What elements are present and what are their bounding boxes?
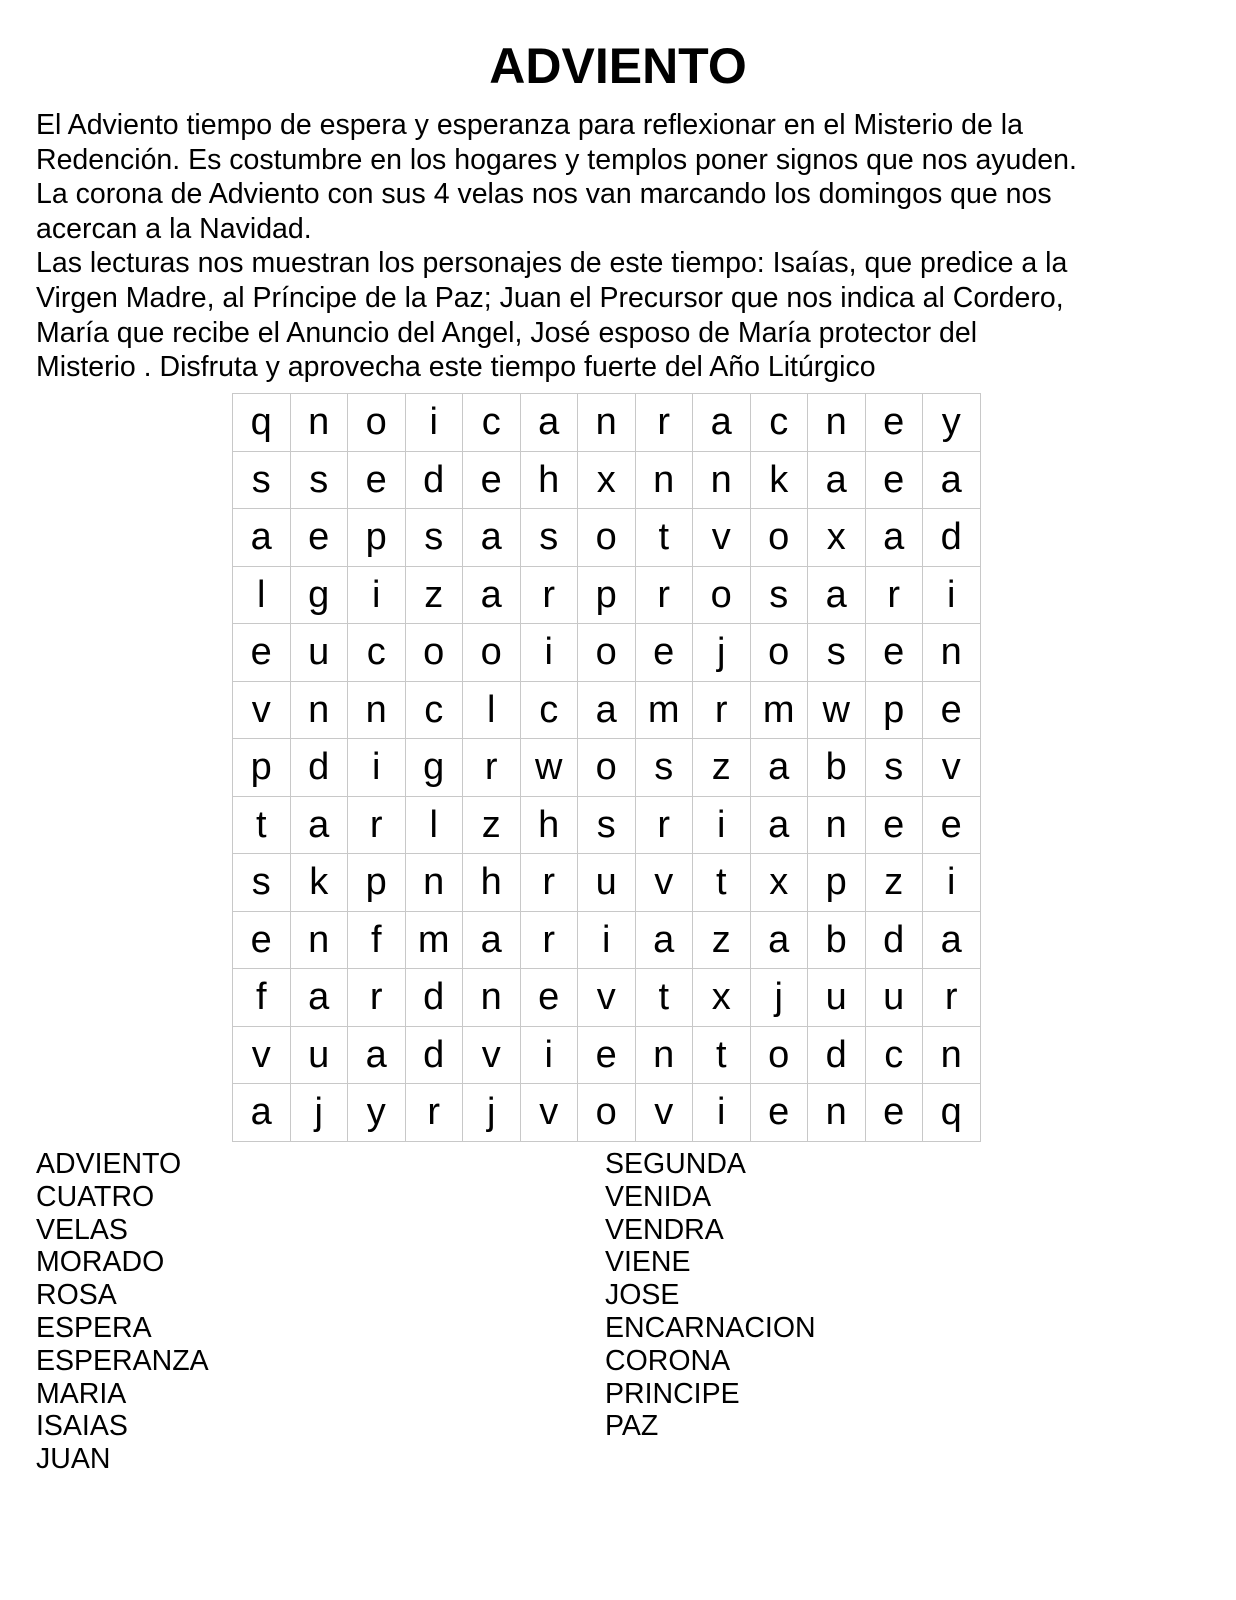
grid-cell[interactable]: d — [290, 739, 348, 797]
grid-cell[interactable]: a — [463, 911, 521, 969]
grid-cell[interactable]: s — [290, 451, 348, 509]
word-list-item: SEGUNDA — [605, 1148, 746, 1180]
grid-row — [233, 394, 981, 452]
intro-line: Las lecturas nos muestran los personajes de este tiempo: Isaías, que predice a la — [36, 247, 1068, 280]
grid-cell[interactable]: v — [520, 1084, 578, 1142]
grid-row — [233, 1084, 981, 1142]
grid-cell[interactable]: e — [865, 796, 923, 854]
word-list-item: VELAS — [36, 1213, 128, 1246]
grid-cell[interactable]: o — [750, 624, 808, 682]
grid-cell[interactable]: a — [290, 796, 348, 854]
grid-cell[interactable]: d — [923, 509, 981, 567]
word-list-item: CORONA — [605, 1344, 731, 1377]
grid-cell[interactable]: v — [578, 969, 636, 1027]
grid-cell[interactable]: s — [578, 796, 636, 854]
grid-cell[interactable]: t — [635, 969, 693, 1027]
word-list-item: ESPERANZA — [36, 1344, 209, 1377]
word-list-item: VENIDA — [605, 1180, 712, 1213]
grid-cell[interactable]: y — [348, 1084, 406, 1142]
grid-cell[interactable]: a — [750, 739, 808, 797]
grid-cell[interactable]: j — [750, 969, 808, 1027]
intro-line: acercan a la Navidad. — [36, 212, 312, 245]
grid-cell[interactable]: p — [233, 739, 291, 797]
grid-cell[interactable]: m — [405, 911, 463, 969]
grid-cell[interactable]: o — [578, 1084, 636, 1142]
grid-cell[interactable]: d — [405, 969, 463, 1027]
grid-row — [233, 854, 981, 912]
grid-cell[interactable]: a — [233, 509, 291, 567]
grid-cell[interactable]: n — [290, 911, 348, 969]
grid-cell[interactable]: u — [290, 624, 348, 682]
grid-cell[interactable]: a — [865, 509, 923, 567]
grid-cell[interactable]: n — [348, 681, 406, 739]
grid-cell[interactable]: p — [865, 681, 923, 739]
grid-cell[interactable]: c — [463, 394, 521, 452]
grid-cell[interactable]: e — [233, 624, 291, 682]
grid-cell[interactable]: n — [923, 624, 981, 682]
grid-cell[interactable]: l — [233, 566, 291, 624]
grid-cell[interactable]: k — [750, 451, 808, 509]
grid-cell[interactable]: j — [693, 624, 751, 682]
grid-cell[interactable]: s — [865, 739, 923, 797]
grid-cell[interactable]: c — [405, 681, 463, 739]
grid-row — [233, 566, 981, 624]
grid-cell[interactable]: r — [348, 969, 406, 1027]
grid-cell[interactable]: a — [348, 1026, 406, 1084]
grid-cell[interactable]: h — [520, 451, 578, 509]
word-list-item: MARIA — [36, 1377, 127, 1410]
grid-cell[interactable]: a — [463, 509, 521, 567]
grid-cell[interactable]: a — [808, 566, 866, 624]
grid-cell[interactable]: a — [923, 911, 981, 969]
grid-cell[interactable]: m — [750, 681, 808, 739]
grid-cell[interactable]: w — [808, 681, 866, 739]
grid-cell[interactable]: t — [635, 509, 693, 567]
grid-cell[interactable]: i — [578, 911, 636, 969]
grid-cell[interactable]: l — [463, 681, 521, 739]
grid-cell[interactable]: y — [923, 394, 981, 452]
grid-cell[interactable]: d — [405, 451, 463, 509]
word-list-item: ISAIAS — [36, 1410, 128, 1443]
grid-cell[interactable]: i — [348, 739, 406, 797]
grid-cell[interactable]: u — [290, 1026, 348, 1084]
grid-cell[interactable]: s — [750, 566, 808, 624]
grid-cell[interactable]: r — [405, 1084, 463, 1142]
grid-row — [233, 681, 981, 739]
word-list-item: VIENE — [605, 1246, 691, 1279]
intro-line: El Adviento tiempo de espera y esperanza para reflexionar en el Misterio de la — [36, 109, 1023, 141]
grid-cell[interactable]: r — [520, 566, 578, 624]
intro-line: Redención. Es costumbre en los hogares y templos poner signos que nos ayuden. — [36, 143, 1077, 176]
grid-cell[interactable]: g — [290, 566, 348, 624]
grid-cell[interactable]: n — [463, 969, 521, 1027]
grid-cell[interactable]: n — [405, 854, 463, 912]
grid-cell[interactable]: s — [808, 624, 866, 682]
grid-cell[interactable]: i — [405, 394, 463, 452]
grid-cell[interactable]: q — [923, 1084, 981, 1142]
intro-line: Virgen Madre, al Príncipe de la Paz; Juan el Precursor que nos indica al Cordero, — [36, 281, 1064, 314]
page-title: ADVIENTO — [489, 38, 747, 94]
grid-cell[interactable]: e — [520, 969, 578, 1027]
grid-cell[interactable]: t — [693, 854, 751, 912]
grid-cell[interactable]: a — [578, 681, 636, 739]
grid-cell[interactable]: e — [290, 509, 348, 567]
grid-row — [233, 911, 981, 969]
grid-row — [233, 796, 981, 854]
grid-cell[interactable]: o — [578, 624, 636, 682]
grid-cell[interactable]: s — [405, 509, 463, 567]
grid-cell[interactable]: r — [635, 566, 693, 624]
grid-cell[interactable]: e — [750, 1084, 808, 1142]
grid-cell[interactable]: v — [635, 1084, 693, 1142]
grid-cell[interactable]: j — [290, 1084, 348, 1142]
grid-cell[interactable]: x — [808, 509, 866, 567]
grid-cell[interactable]: e — [923, 796, 981, 854]
word-list-item: ADVIENTO — [36, 1148, 182, 1180]
grid-cell[interactable]: a — [750, 911, 808, 969]
grid-cell[interactable]: i — [520, 1026, 578, 1084]
grid-cell[interactable]: c — [348, 624, 406, 682]
word-list-item: VENDRA — [605, 1213, 724, 1246]
grid-cell[interactable]: a — [520, 394, 578, 452]
grid-cell[interactable]: n — [290, 681, 348, 739]
grid-cell[interactable]: s — [233, 451, 291, 509]
grid-cell[interactable]: n — [635, 1026, 693, 1084]
grid-cell[interactable]: d — [808, 1026, 866, 1084]
intro-line: María que recibe el Anuncio del Angel, José esposo de María protector del — [36, 316, 978, 349]
word-list-item: JOSE — [605, 1279, 680, 1312]
grid-cell[interactable]: e — [233, 911, 291, 969]
grid-row — [233, 969, 981, 1027]
intro-paragraph — [36, 108, 1216, 385]
grid-cell[interactable]: o — [578, 509, 636, 567]
grid-cell[interactable]: e — [348, 451, 406, 509]
grid-cell[interactable]: k — [290, 854, 348, 912]
grid-row — [233, 624, 981, 682]
grid-cell[interactable]: u — [578, 854, 636, 912]
grid-cell[interactable]: v — [463, 1026, 521, 1084]
grid-cell[interactable]: p — [578, 566, 636, 624]
grid-cell[interactable]: h — [463, 854, 521, 912]
grid-cell[interactable]: w — [520, 739, 578, 797]
grid-cell[interactable]: z — [405, 566, 463, 624]
grid-cell[interactable]: f — [233, 969, 291, 1027]
grid-cell[interactable]: s — [520, 509, 578, 567]
intro-line: Misterio . Disfruta y aprovecha este tiempo fuerte del Año Litúrgico — [36, 351, 876, 384]
word-list-item: PAZ — [605, 1410, 659, 1443]
grid-cell[interactable]: d — [405, 1026, 463, 1084]
word-list-left — [36, 1148, 209, 1476]
grid-row — [233, 739, 981, 797]
grid-cell[interactable]: v — [923, 739, 981, 797]
grid-cell[interactable]: m — [635, 681, 693, 739]
grid-cell[interactable]: r — [463, 739, 521, 797]
grid-cell[interactable]: g — [405, 739, 463, 797]
grid-cell[interactable]: i — [348, 566, 406, 624]
grid-cell[interactable]: r — [923, 969, 981, 1027]
grid-cell[interactable]: s — [233, 854, 291, 912]
grid-cell[interactable]: n — [578, 394, 636, 452]
grid-cell[interactable]: e — [865, 451, 923, 509]
grid-cell[interactable]: o — [750, 509, 808, 567]
grid-cell[interactable]: c — [520, 681, 578, 739]
grid-cell[interactable]: r — [693, 681, 751, 739]
grid-cell[interactable]: o — [405, 624, 463, 682]
grid-cell[interactable]: l — [405, 796, 463, 854]
grid-cell[interactable]: u — [808, 969, 866, 1027]
grid-cell[interactable]: a — [233, 1084, 291, 1142]
grid-cell[interactable]: v — [233, 681, 291, 739]
intro-line: La corona de Adviento con sus 4 velas nos van marcando los domingos que nos — [36, 178, 1052, 211]
grid-cell[interactable]: p — [348, 854, 406, 912]
word-search-grid — [232, 393, 981, 1142]
grid-cell[interactable]: c — [750, 394, 808, 452]
grid-cell[interactable]: v — [635, 854, 693, 912]
grid-cell[interactable]: s — [635, 739, 693, 797]
grid-cell[interactable]: x — [578, 451, 636, 509]
grid-cell[interactable]: n — [290, 394, 348, 452]
grid-cell[interactable]: r — [635, 394, 693, 452]
word-list-item: JUAN — [36, 1443, 111, 1476]
grid-cell[interactable]: n — [635, 451, 693, 509]
grid-cell[interactable]: a — [635, 911, 693, 969]
grid-cell[interactable]: p — [348, 509, 406, 567]
grid-cell[interactable]: i — [693, 796, 751, 854]
grid-cell[interactable]: o — [693, 566, 751, 624]
grid-cell[interactable]: v — [233, 1026, 291, 1084]
grid-cell[interactable]: b — [808, 739, 866, 797]
grid-cell[interactable]: r — [865, 566, 923, 624]
grid-cell[interactable]: z — [463, 796, 521, 854]
word-list-item: ENCARNACION — [605, 1311, 816, 1344]
grid-cell[interactable]: h — [520, 796, 578, 854]
grid-cell[interactable]: c — [865, 1026, 923, 1084]
word-list-item: ROSA — [36, 1279, 117, 1312]
grid-cell[interactable]: r — [520, 911, 578, 969]
grid-cell[interactable]: r — [520, 854, 578, 912]
grid-row — [233, 451, 981, 509]
grid-cell[interactable]: a — [693, 394, 751, 452]
grid-cell[interactable]: n — [808, 1084, 866, 1142]
grid-cell[interactable]: q — [233, 394, 291, 452]
grid-cell[interactable]: t — [693, 1026, 751, 1084]
word-list-item: ESPERA — [36, 1311, 152, 1344]
grid-cell[interactable]: r — [635, 796, 693, 854]
grid-cell[interactable]: n — [693, 451, 751, 509]
grid-cell[interactable]: a — [463, 566, 521, 624]
grid-cell[interactable]: p — [808, 854, 866, 912]
grid-row — [233, 1026, 981, 1084]
grid-cell[interactable]: i — [923, 566, 981, 624]
grid-cell[interactable]: i — [520, 624, 578, 682]
grid-cell[interactable]: e — [865, 1084, 923, 1142]
grid-cell[interactable]: v — [693, 509, 751, 567]
grid-cell[interactable]: o — [463, 624, 521, 682]
grid-cell[interactable]: z — [865, 854, 923, 912]
grid-cell[interactable]: f — [348, 911, 406, 969]
grid-cell[interactable]: o — [348, 394, 406, 452]
grid-cell[interactable]: e — [578, 1026, 636, 1084]
grid-cell[interactable]: a — [923, 451, 981, 509]
grid-cell[interactable]: z — [693, 911, 751, 969]
grid-row — [233, 509, 981, 567]
grid-cell[interactable]: i — [923, 854, 981, 912]
word-list-item: CUATRO — [36, 1180, 155, 1213]
grid-cell[interactable]: o — [750, 1026, 808, 1084]
word-list-item: MORADO — [36, 1246, 165, 1279]
grid-cell[interactable]: z — [693, 739, 751, 797]
grid-cell[interactable]: a — [290, 969, 348, 1027]
grid-cell[interactable]: a — [750, 796, 808, 854]
grid-cell[interactable]: d — [865, 911, 923, 969]
grid-cell[interactable]: e — [865, 624, 923, 682]
grid-cell[interactable]: r — [348, 796, 406, 854]
grid-cell[interactable]: e — [635, 624, 693, 682]
grid-cell[interactable]: e — [865, 394, 923, 452]
grid-cell[interactable]: n — [808, 394, 866, 452]
grid-cell[interactable]: o — [578, 739, 636, 797]
grid-cell[interactable]: n — [808, 796, 866, 854]
grid-cell[interactable]: i — [693, 1084, 751, 1142]
grid-cell[interactable]: x — [693, 969, 751, 1027]
grid-cell[interactable]: e — [463, 451, 521, 509]
grid-cell[interactable]: t — [233, 796, 291, 854]
word-list-item: PRINCIPE — [605, 1377, 740, 1410]
grid-cell[interactable]: j — [463, 1084, 521, 1142]
word-list-right — [605, 1148, 816, 1443]
grid-cell[interactable]: u — [865, 969, 923, 1027]
grid-cell[interactable]: n — [923, 1026, 981, 1084]
grid-cell[interactable]: b — [808, 911, 866, 969]
grid-cell[interactable]: e — [923, 681, 981, 739]
grid-cell[interactable]: a — [808, 451, 866, 509]
grid-cell[interactable]: x — [750, 854, 808, 912]
